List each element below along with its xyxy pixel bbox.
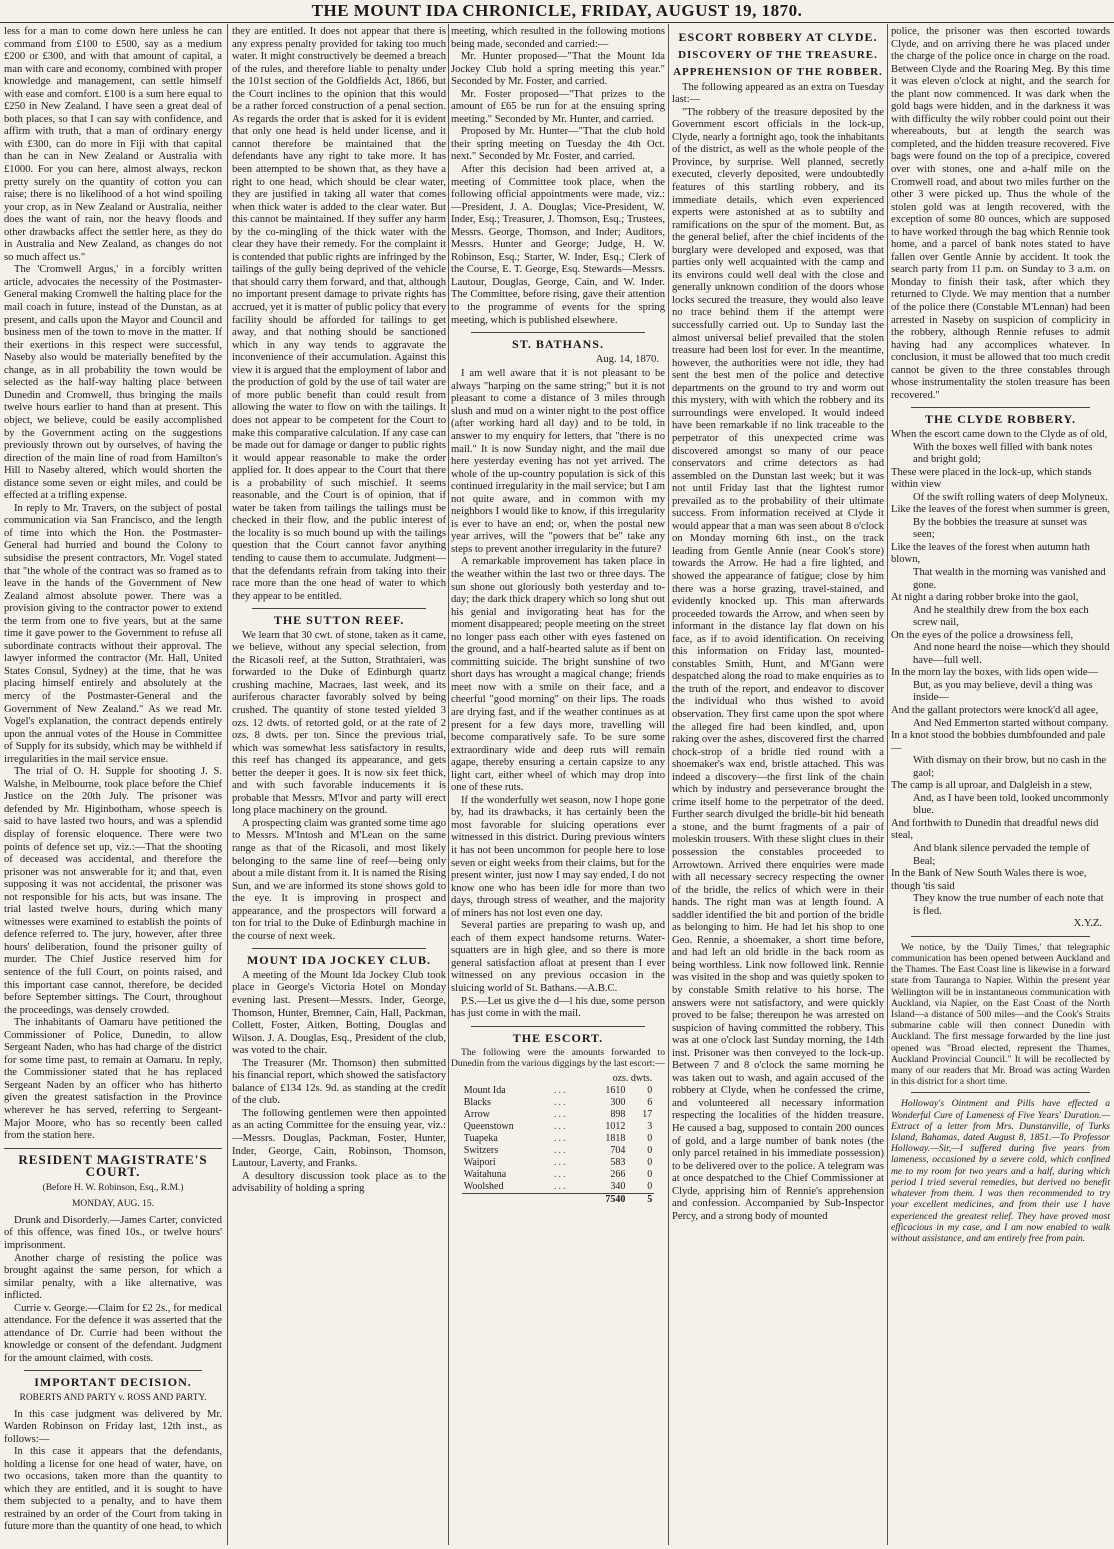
table-cell-oz: 1012 <box>605 1120 626 1132</box>
article-paragraph: I am well aware that it is not pleasant to be always "harping on the same string;" but it is not pleasant to come a distance of 3 miles through slush and mud on a winter night to the post office (after working hard all day) and to be told, in answer to my enquiry for letters, that "there is no mail." It is now Sunday night, and the mail due here yesterday evening has not yet arrived. The whole of the up-country population is sick of this continued irregularity in the mail service; but I am not quite aware, and in common with my neighbors I would like to know, if this irregularity is ever to have an end; or, when the postal new year arrives, will the "powers that be" take any steps to prevent another irregularity in the future? <box>451 368 665 555</box>
article-paragraph: We learn that 30 cwt. of stone, taken as it came, we believe, without any special selection, from the Ricasoli reef, at the Sutton, Strathtaieri, was forwarded to the Duke of Edinburgh quartz crushing machine, Macraes, last week, and its auriferous character favorably solved by being crushed. The quantity of stone tested yielded 3 ozs. 12 dwts. of retorted gold, or at the rate of 2 ozs. 8 dwts. per ton. Since the previous trial, which was somewhat less satisfactory in results, this reef has changed its appearance, and gets better the deeper it goes. It is now six feet thick, and with such favorable inducements it is probable that Messrs. M'Ivor and party will erect long place machinery on the ground. <box>232 629 446 817</box>
poem-line: On the eyes of the police a drowsiness fell, <box>891 629 1074 641</box>
section-heading: THE CLYDE ROBBERY. <box>924 412 1077 427</box>
column-2 <box>232 26 446 1543</box>
article-paragraph: P.S.—Let us give the d—l his due, some person has just come in with the mail. <box>451 995 665 1020</box>
table-cell-place: Queenstown <box>463 1120 514 1132</box>
section-divider <box>471 1026 645 1027</box>
table-cell-oz: 266 <box>610 1168 626 1180</box>
poem-line: In a knot stood the bobbies dumbfounded and pale— <box>891 730 1106 754</box>
poem-line: With the boxes well filled with bank notes and bright gold; <box>913 441 1093 466</box>
article-paragraph: The following appeared as an extra on Tuesday last:— <box>672 81 884 106</box>
advertisement: Holloway's Ointment and Pills have effected a Wonderful Cure of Lameness of Five Years' Duration.—Extract of a letter from Mrs. Dunstanville, of Turks Island, Bahamas, dated August 8, 1851.—To Professor Holloway.—Sir,—I suffered during five years from lameness, occasioned by a severe cold, which confined me to my room for two years and a half, during which period I tried several remedies, but derived no benefit whatever from them. I was then recommended to try your excellent medicines, and from their use I have experienced the greatest relief. They have proved most efficacious in my case, and I am now enabled to walk without assistance, and am entirely free from pain. <box>891 1098 1110 1244</box>
table-cell-dwt: 0 <box>647 1132 653 1144</box>
section-heading: ESCORT ROBBERY AT CLYDE. <box>678 30 878 44</box>
table-cell-place: Blacks <box>463 1096 491 1108</box>
poem-line: And blank silence pervaded the temple of Beal; <box>913 843 1090 867</box>
column-rule <box>448 24 449 1545</box>
article-paragraph: Mr. Foster proposed—"That prizes to the amount of £65 be run for at the ensuing spring meeting." Seconded by Mr. Hunter, and carried. <box>451 88 665 125</box>
column-1 <box>4 26 222 1543</box>
column-3 <box>451 26 665 1543</box>
poem-line: And forthwith to Dunedin that dreadful news did steal, <box>891 817 1099 842</box>
section-divider <box>911 407 1090 408</box>
poem-line: At night a daring robber broke into the gaol, <box>891 592 1079 604</box>
article-paragraph: less for a man to come down here unless he can command from £100 to £500, say as a medium £200 or £300, and with that amount of capital, a man with care and economy, combined with proper knowledge and management, can settle himself with ease and comfort. £100 is a sum here equal to £250 in New Zealand. I have seen a great deal of both places, so that I can say with confidence, and affirm with truth, that a man of ordinary energy with £300, can do more in Fiji with that capital than he can in New Zealand or Australia with £1000. For you can here, almost always, reckon pretty surely on the quantity of cotton you can raise; there is no likelihood of a hot wind spoiling your crop, as in New Zealand or Australia, neither does the want of rain, nor the heavy floods and other drawbacks affect the settler here, as they do in Australia and New Zealand, as changes do not so much affect us." <box>4 26 222 263</box>
table-cell-dwt: 3 <box>647 1120 653 1132</box>
table-cell-oz: 898 <box>610 1108 626 1120</box>
escort-intro: The following were the amounts forwarded to Dunedin from the various diggings by the last escort:— <box>451 1047 665 1070</box>
section-heading: IMPORTANT DECISION. <box>34 1375 192 1390</box>
poem-line: When the escort came down to the Clyde as of old, <box>891 428 1108 440</box>
poem-line: Of the swift rolling waters of deep Molyneux. <box>913 491 1108 503</box>
column-rule <box>668 24 669 1545</box>
table-cell-oz: 300 <box>610 1096 626 1108</box>
table-cell-place: Waipori <box>463 1156 496 1168</box>
section-date: Aug. 14, 1870. <box>595 353 659 365</box>
table-total-dwt: 5 <box>627 1193 654 1206</box>
table-cell-dwt: 0 <box>647 1180 653 1192</box>
escort-table <box>462 1073 655 1206</box>
table-cell-place: Mount Ida <box>463 1084 506 1096</box>
poem-line: Like the leaves of the forest when autumn hath blown, <box>891 541 1090 566</box>
article-paragraph: A prospecting claim was granted some time ago to Messrs. M'Intosh and M'Lean on the same range as that of the Ricasoli, and most likely belonging to the same line of reef—being only about a mile distant from it. It is named the Rising Sun, and we are informed its stone shows gold to the eye. It is improving in prospect and appearance, and the prospectors will forward a ton for trial to the Duke of Edinburgh machine in the course of next week. <box>232 817 446 942</box>
section-subheading: DISCOVERY OF THE TREASURE. <box>678 48 878 61</box>
article-paragraph: A meeting of the Mount Ida Jockey Club took place in George's Victoria Hotel on Monday evening last. Present—Messrs. Inder, George, Thomson, Hunter, Bremner, Cain, Hall, Packman, Collett, Foster, Aitken, Botting, Douglas and Wilson. J. A. Douglas, Esq., President of the club, was voted to the chair. <box>232 969 446 1057</box>
poem-line: By the bobbies the treasure at sunset was seen; <box>913 516 1087 541</box>
article-paragraph: In this case judgment was delivered by Mr. Warden Robinson on Friday last, 12th inst., as follows:— <box>4 1408 222 1445</box>
column-rule <box>887 24 888 1545</box>
poem-line: But, as you may believe, devil a thing was inside— <box>913 679 1093 704</box>
table-unit-label: ozs. dwts. <box>612 1072 653 1084</box>
poem-line: And, as I have been told, looked uncommonly blue. <box>913 792 1109 817</box>
article-paragraph: The Treasurer (Mr. Thomson) then submitted his financial report, which showed the satisfactory balance of £134 12s. 9d. as standing at the credit of the club. <box>232 1057 446 1107</box>
section-divider <box>24 1370 202 1371</box>
table-cell-dwt: 17 <box>642 1108 653 1120</box>
table-cell-dwt: 0 <box>647 1168 653 1180</box>
article-paragraph: In this case it appears that the defendants, holding a license for one head of water, have, on two occasions, taken more than the quantity to which they are entitled, and it is sought to have them subjected to a penalty, and to have them restrained by an order of the Court from taking in future more than the quantity of one head, to which <box>4 1446 222 1533</box>
poem-line: And the gallant protectors were knock'd all agee, <box>891 704 1099 716</box>
column-rule <box>227 24 228 1545</box>
column-5 <box>891 26 1110 1543</box>
table-header-row <box>462 1073 655 1085</box>
section-divider <box>471 332 645 333</box>
poem <box>891 429 1110 918</box>
section-divider <box>911 936 1090 937</box>
poem-line: In the morn lay the boxes, with lids open wide— <box>891 667 1099 679</box>
table-cell-place: Switzers <box>463 1144 499 1156</box>
article-paragraph: The 'Cromwell Argus,' in a forcibly written article, advocates the necessity of the Postmaster-General making Cromwell the halting place for the mail coach in future, instead of the Dunstan, as at present, and calls upon the Mayor and Council and business men of the town to move in the matter. If their exertions in this respect were successful, Naseby also would be materially benefited by the change, as in all probability the town would be selected as the half-way halting place between Dunedin and Cromwell, thus bringing the mails twelve hours earlier to hand than at present. This object, we believe, could be easily accomplished by the Government acting on the suggestions previously thrown out by ourselves, of having the direction of the main line of road from Hamilton's Hill to Naseby altered, which would shorten the distance some seven or eight miles, and could be effected at a trifling expense. <box>4 264 222 502</box>
table-row: Blacks ... 300 6 <box>463 1096 653 1108</box>
section-date: MONDAY, AUG. 15. <box>71 1199 155 1210</box>
table-cell-dwt: 0 <box>647 1144 653 1156</box>
poem-line: The camp is all uproar, and Dalgleish in a stew, <box>891 780 1092 792</box>
section-divider <box>911 1092 1090 1093</box>
article-paragraph: police, the prisoner was then escorted towards Clyde, and on arriving there he was placed under the charge of the police once in charge on the road. Between Clyde and the Roaring Meg. By this time it was eleven o'clock at night, and the search for the plant now commenced. It was dark when the gold bags were hidden, and in the darkness it was with difficulty the wily robber could point out their whereabouts, but at length the search was completed, and the hidden treasure recovered. Five bags were found on the top of a precipice, covered over with stones, one and a-half mile on the Cromwell road, and about two miles further on the other 3 were picked up. Thus the whole of the stolen gold was at length recovered, with the exception of some 80 ounces, which are supposed to have worked through the bag which Rennie took home, and a parcel of bank notes stated to have fallen over Gentle Annie by accident. It took the search party from 11 p.m. on Sunday to 3 a.m. on Monday to finish their task, after which they returned to Clyde. We may mention that a number of the police there (Constable M'Lennan) had been arrested in Naseby on suspicion of complicity in the robbery, although Rennie refuses to admit having had any accomplices whatever. In conclusion, it must be allowed that too much credit cannot be given to the three constables through whose instrumentality the stolen treasure has been recovered." <box>891 26 1110 401</box>
poem-line: In the Bank of New South Wales there is woe, though 'tis said <box>891 868 1087 892</box>
poem-line: And none heard the noise—which they should have—full well. <box>913 642 1110 666</box>
article-paragraph: Drunk and Disorderly.—James Carter, convicted of this offence, was fined 10s., or twelve hours' imprisonment. <box>4 1214 222 1251</box>
article-paragraph: Another charge of resisting the police was brought against the same person, for which a similar penalty, with a like alternative, was inflicted. <box>4 1252 222 1302</box>
poem-line: Like the leaves of the forest when summer is green, <box>891 504 1110 516</box>
article-paragraph: Several parties are preparing to wash up, and each of them expect handsome returns. Water-squatters are in high glee, and so there is more general satisfaction afloat at present than I ever witnessed on any previous occasion in the sluicing world of St. Bathans.—A.B.C. <box>451 920 665 995</box>
article-paragraph: The inhabitants of Oamaru have petitioned the Commissioner of Police, Dunedin, to allow Sergeant Naden, who has had charge of the district for some time past, to remain at Oamaru. In reply, the Commissioner stated that he has replaced Sergeant Naden by an officer who has hitherto given the greatest satisfaction in the Province wherever he has served, referring to Sergeant-Major Moore, who has so recently been called from the station here. <box>4 1017 222 1142</box>
table-cell-dwt: 6 <box>647 1096 653 1108</box>
news-note: We notice, by the 'Daily Times,' that telegraphic communication has been opened between Auckland and the Thames. The East Coast line is likewise in a forward state from Tauranga to Napier. Within the present year Wellington will be in instantaneous communication with Auckland, via Napier, on the East Coast of the North Island—a distance of 500 miles—and the Cook's Straits submarine cable will then connect Dunedin with Auckland. The first message forwarded by the line just opened was "Broad elected, represent the Thames, Auckland Provincial Council." It will be recollected by many of our readers that Mr. Broad was acting Warden in this district for a short time. <box>891 941 1110 1088</box>
section-heading: THE ESCORT. <box>512 1030 604 1045</box>
article-paragraph: The following gentlemen were then appointed as an acting Committee for the ensuing year, viz.:—Messrs. Douglas, Packman, Foster, Hunter, Inder, George, Cain, Robinson, Thomson, Lautour, Laverty, and Franks. <box>232 1107 446 1170</box>
section-divider <box>252 608 426 609</box>
table-row: Waipori ... 583 0 <box>463 1156 653 1168</box>
table-row: Queenstown ... 1012 3 <box>463 1120 653 1132</box>
table-cell-oz: 583 <box>610 1156 626 1168</box>
section-subheading: APPREHENSION OF THE ROBBER. <box>673 66 883 79</box>
column-4 <box>672 26 884 1543</box>
section-heading: RESIDENT MAGISTRATE'S COURT. <box>18 1151 208 1180</box>
table-cell-place: Tuapeka <box>463 1132 498 1144</box>
masthead: THE MOUNT IDA CHRONICLE, FRIDAY, AUGUST 19, 1870. <box>0 0 1114 23</box>
table-cell-place: Arrow <box>463 1108 490 1120</box>
poem-line: With dismay on their brow, but no cash in the gaol; <box>913 755 1107 779</box>
section-divider <box>252 948 426 949</box>
article-paragraph: "The robbery of the treasure deposited by the Government escort officials in the lock-up, Clyde, nearly a fortnight ago, took the inhabitants of the district, as well as the whole people of the Province, by surprise. Well planned, secretly executed, cleverly deposited, were undoubtedly features of this startling robbery, and its immediate details, which even experienced experts were astonished at as to subtilty and ramifications on the spur of the moment. But, as the general belief, after the chief incidents of the burglary were developed and exposed, was that parties only well acquainted with the camp and its environs could well deal with the close and generally unknown condition of the doors whose locks secured the treasure, they would also leave no trace behind them if the attempt were successfully carried out. Up to Sunday last the almost universal belief prevailed that the stolen treasure had been lost for ever. In the meantime, however, the authorities were not idle, they had sent the best men of the police and detective departments on the ground to try and worm out this mystery, with with which the robbery and its surroundings were enveloped. It would indeed have been remarkable if no link traceable to the perpetrator of this unexpected crime was discovered amongst so many of our peace conservators and crime detectors as had assembled on the Dunstan last week; but it was not until Friday last that the lightest rumor prevailed as to the probability of their ultimate success. From information received at Clyde it would appear that a man was seen about 8 o'clock on Monday morning 6th inst., on the track leading from Gentle Annie (near Cook's store) towards the Arrow. He had a fire lighted, and showed the appearance of fatigue; close by him there was a horse grazing, travel-stained, and evidently knocked up. This man afterwards proceeded towards the Arrow, and when seen by informant in the distance lay flat down on his face, as if to avoid identification. On receiving this information on Friday last, mounted-constables Smith, Hunt, and M'Gann were despatched along the road to make enquiries as to the truth of the report, and endeavor to discover the individual who thus wished to avoid observation. They first came upon the spot where the alleged fire had been kindled, and, upon raking over the ashes, discovered first the charred chock-strop of a bridle tied round with a shoemaker's wax end, bristle attached. This was indeed a discovery—the first link of the chain which by industry and perseverance brought the crime itself home to the perpetrator of the deed. Further search divulged the bridle-bit hid beneath a stone, and the burnt fragments of a pair of moleskin trousers. With these slight clues in their possession the constables proceeded to Arrowtown. Arrived there enquiries were made with all necessary secrecy respecting the owner of the bridle, the relics of which were in their hands. The right man was at length found. A saddler identified the bit and portion of the bridle as belonging to him. He had let his shop to one Geo. Rennie, a shoemaker, a short time before, and had left an old bridle in the back room as being worthless. Link now followed link. Rennie was visited in the shop and was quietly spoken to by constable Smith relative to his horse. The answers were not satisfactory, and were quickly proved to be false; thereupon he was arrested on suspicion of having committed the robbery. This was at one o'clock last Sunday morning, the 14th inst. Prisoner was then conveyed to the lock-up. Between 7 and 8 o'clock the same morning he was taken out to wash, and again accused of the robbery at Clyde, when he confessed the crime, and volunteered all necessary information respecting the localities of the hidden treasure. He caused a bag, supposed to contain 200 ounces of gold, and a large number of bank notes (the only parcel retained in his immediate possession) to be delivered over to the police. A telegram was at once despatched to the Chief Commissioner at Clyde, apprising him of Rennie's apprehension and confession. Accompanied by Sub-Inspector Percy, and a strong body of mounted <box>672 106 884 1222</box>
section-subheading: ROBERTS AND PARTY v. ROSS AND PARTY. <box>19 1392 207 1403</box>
poem-line: They know the true number of each note that is fled. <box>913 893 1104 917</box>
article-paragraph: The trial of O. H. Supple for shooting J. S. Walshe, in Melbourne, took place before the Chief Justice on the 20th July. The prisoner was defended by Mr. Higinbotham, whose speech is said to have lasted two hours, and was a splendid display of forensic eloquence. There were two points of defence set up, viz.:—That the shooting of deceased was accidental, and therefore the prisoner was not answerable for it; and that, even supposing it was not accidental, the prisoner was not responsible for his acts, but was insane. The trial lasted twelve hours, during which many witnesses were examined to establish the points of defence referred to. The jury, however, after three hours' deliberation, found the prisoner guilty of murder. The Chief Justice reserved him for sentence of the full Court, on points raised, and this important case cannot, therefore, be decided before September sittings. The Court, throughout the proceedings, was densely crowded. <box>4 766 222 1016</box>
table-cell-oz: 340 <box>610 1180 626 1192</box>
article-paragraph: A remarkable improvement has taken place in the weather within the last two or three days. The sun shone out gloriously both yesterday and to-day; the dark thick drapery which so long shut out his genial and invigorating heat has for the moment disappeared; people meeting on the street no longer pass each other with eyes fastened on the ground, and a half-hearted salute as if bent on committing suicide. The bright sunshine of two short days has wrought a magical change; friends meet now with a smile on their face, and a cheerful "good morning" on their lips. The roads are drying fast, and if the weather continues as at present for a few days more, travelling will become comparatively safe. To be sure some extraordinary wide and deep ruts will remain agape, thereby ensuring a certain capsize to any light cart, either wheel of which may drop into one of these ruts. <box>451 556 665 794</box>
table-cell-oz: 704 <box>610 1144 626 1156</box>
table-row: Woolshed ... 340 0 <box>463 1180 653 1192</box>
table-cell-place: Woolshed <box>463 1180 504 1192</box>
poem-signature: X.Y.Z. <box>1073 918 1102 930</box>
table-row: Waitahuna ... 266 0 <box>463 1168 653 1180</box>
article-paragraph: Mr. Hunter proposed—"That the Mount Ida Jockey Club hold a spring meeting this year." Seconded by Mr. Foster, and carried. <box>451 51 665 88</box>
poem-line: That wealth in the morning was vanished and gone. <box>913 566 1106 591</box>
poem-line: These were placed in the lock-up, which stands within view <box>891 466 1092 491</box>
table-total-row <box>462 1193 655 1206</box>
table-cell-place: Waitahuna <box>463 1168 507 1180</box>
article-paragraph: meeting, which resulted in the following motions being made, seconded and carried:— <box>451 26 665 50</box>
section-heading: MOUNT IDA JOCKEY CLUB. <box>246 953 432 968</box>
article-paragraph: After this decision had been arrived at, a meeting of Committee took place, when the following official appointments were made, viz.:—President, J. A. Douglas; Vice-President, W. Inder, Esq.; Treasurer, J. Thomson, Esq.; Trustees, Messrs. George, Thomson, and Inder; Auditors, Messrs. Hunter and George; Judge, H. W. Robinson, Esq.; Starter, W. Inder, Esq.; Clerk of the Course, E. T. George, Esq. Stewards—Messrs. Lautour, Douglas, George, Cain, and W. Inder. The Committee, before rising, gave their attention to the programme of events for the spring meeting, which is published elsewhere. <box>451 164 665 326</box>
article-paragraph: they are entitled. It does not appear that there is any express penalty provided for taking too much water. It might constructively be deemed a breach of the rules, and therefore liable to penalty under the 101st section of the Goldfields Act, 1866, but the Court inclines to the opinion that this would be a rather forced construction of a penal section. As regards the order that is asked for it is evident that only one head is held under license, and it cannot therefore be maintained that the defendants have any right to take more. It has been attempted to be shown that, as they have a right to one head, which should be clear water, they are justified in taking all water that comes when thick water is added to the clear water. But this cannot be maintained. If they suffer any harm by the co-mingling of the thick water with the clear they have their remedy. For the complaint it is contended that public rights are infringed by the tailings of the gully being deprived of the vehicle that should carry them forward, and that, although no important present damage to private rights has accrued, yet it is matter of public policy that every facility should be afforded for tailings to get away, and that nothing should be sanctioned which in any way tends to aggravate the inconvenience of their accumulation. Against this view it is argued that the employment of labor and the production of gold by the use of tail water are of more public benefit than could result from allowing the water to flow on with the tailings. It does not appear to be competent for the Court to make this comparative calculation. If any case can be made out for damage or danger to public rights it would appear reasonable to make the order applied for. It does appear to the Court that there is a probability of such mischief. It seems reasonable, and the Court is of opinion, that if water be taken from tailings the tailings must be checked in their flow, and the public interest of the locality is so much bound up with the tailings question that the Court cannot favor anything tending to cause them to accumulate. Judgment—that the defendants refrain from taking into their race more than the one head of water to which they appear to be entitled. <box>232 26 446 602</box>
poem-line: And Ned Emmerton started without company. <box>913 717 1109 729</box>
poem-line: And he stealthily drew from the box each screw nail, <box>913 604 1089 629</box>
section-divider <box>4 1148 222 1149</box>
article-paragraph: If the wonderfully wet season, now I hope gone by, had its drawbacks, it has certainly been the most favorable for sluicing operations ever witnessed in this district. During previous winters it has not been uncommon for people here to lose seven or eight weeks from their claims, but for the present winter, just now I may say ended, I do not know one who has been idle for more than two days, through stress of weather, and the majority of miners has not lost even one day. <box>451 794 665 919</box>
table-cell-oz: 1818 <box>605 1132 626 1144</box>
section-heading: THE SUTTON REEF. <box>273 613 405 628</box>
table-row: Mount Ida ... 1610 0 <box>463 1084 653 1096</box>
section-subheading: (Before H. W. Robinson, Esq., R.M.) <box>42 1182 184 1193</box>
article-paragraph: A desultory discussion took place as to the advisability of holding a spring <box>232 1170 446 1195</box>
table-row: Tuapeka ... 1818 0 <box>463 1132 653 1144</box>
article-paragraph: In reply to Mr. Travers, on the subject of postal communication via San Francisco, and the length of time into which the Hon. the Postmaster-General had hurried and bound the Colony to subsidise the present contractors, Mr. Vogel stated that "the whole of the contract was so framed as to leave in the hands of the Government of New Zealand almost absolute power. There was a provision giving to the contractor power to extend the term from one to five years, but at the same time it gave power to the Government to refuse all subordinate contracts without their approval. The lawyer informed the contractor (Mr. Hall, United States Consul, Sydney) at the time, that he was placing himself entirely and absolutely at the mercy of the Postmaster-General and the Government of New Zealand." As we read Mr. Vogel's explanation, the contract depends entirely upon the annual votes of the House in Committee of Supply for its subsidy, which may be withheld if irregularities in the mail service ensue. <box>4 502 222 765</box>
table-row: Switzers ... 704 0 <box>463 1144 653 1156</box>
section-heading: ST. BATHANS. <box>512 337 604 352</box>
article-paragraph: Currie v. George.—Claim for £2 2s., for medical attendance. For the defence it was asserted that the attendance of Dr. Currie had been without the knowledge or consent of the defendant. Judgment for the amount claimed, with costs. <box>4 1302 222 1364</box>
table-total-oz: 7540 <box>581 1193 627 1206</box>
table-row: Arrow ... 898 17 <box>463 1108 653 1120</box>
article-paragraph: Proposed by Mr. Hunter—"That the club hold their spring meeting on Tuesday the 4th Oct. next." Seconded by Mr. Foster, and carried. <box>451 126 665 163</box>
table-cell-oz: 1610 <box>605 1084 626 1096</box>
table-cell-dwt: 0 <box>647 1084 653 1096</box>
table-cell-dwt: 0 <box>647 1156 653 1168</box>
